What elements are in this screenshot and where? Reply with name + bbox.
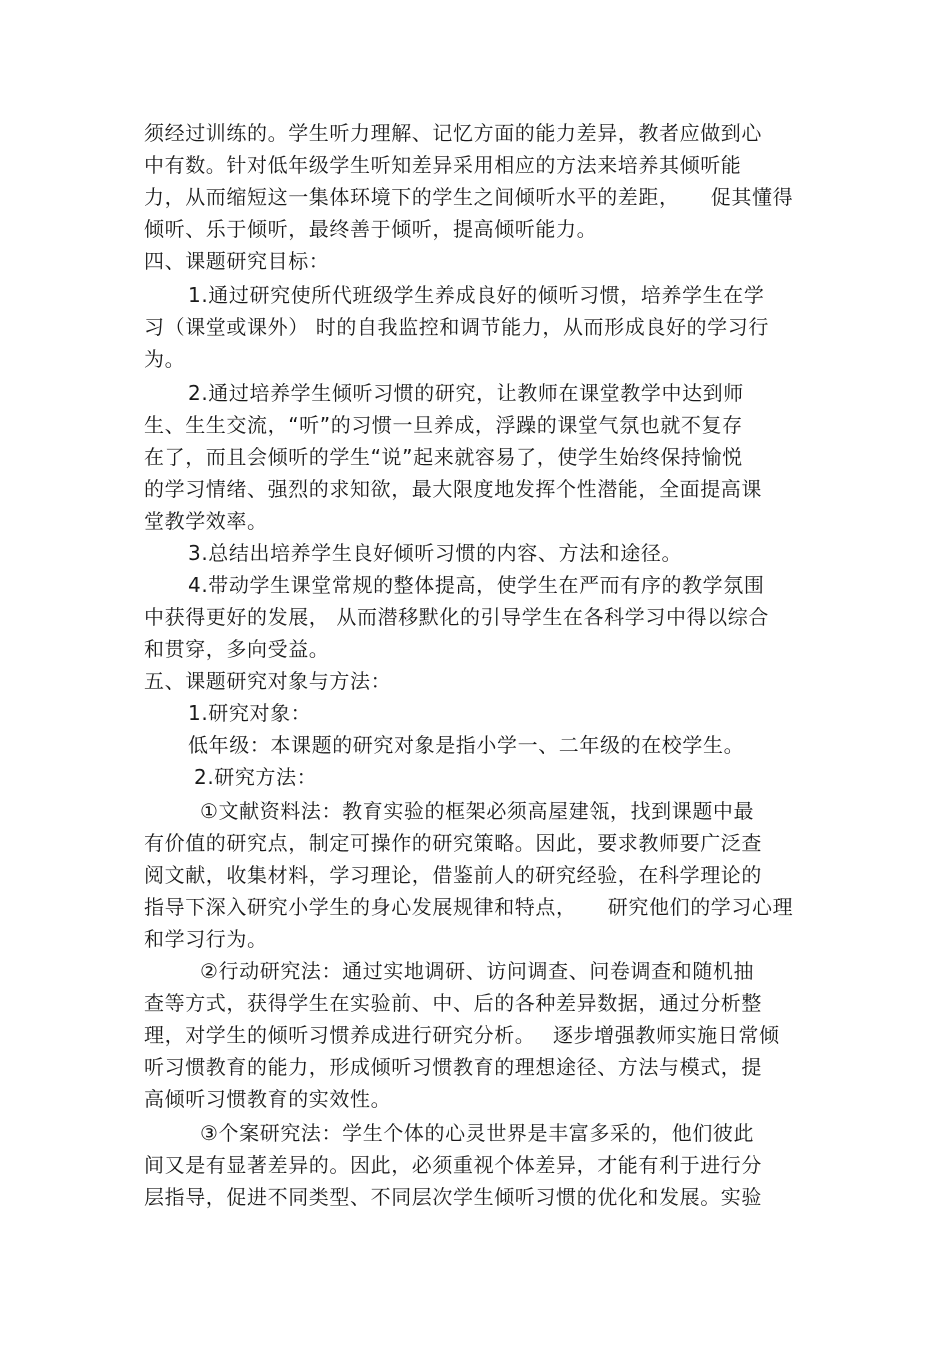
text-line: 的学习情绪、强烈的求知欲，最大限度地发挥个性潜能，全面提高课 <box>144 477 762 501</box>
text-line: 和贯穿，多向受益。 <box>144 637 330 661</box>
text-line: 指导下深入研究小学生的身心发展规律和特点， 研究他们的学习心理 <box>144 895 794 919</box>
text-line: 理，对学生的倾听习惯养成进行研究分析。 逐步增强教师实施日常倾 <box>144 1023 780 1047</box>
text-line: 1.研究对象： <box>188 701 312 725</box>
text-line: 中获得更好的发展， 从而潜移默化的引导学生在各科学习中得以综合 <box>144 605 769 629</box>
text-line: 低年级：本课题的研究对象是指小学一、二年级的在校学生。 <box>188 733 745 757</box>
text-line: 为。 <box>144 347 186 371</box>
text-line: 堂教学效率。 <box>144 509 268 533</box>
text-line: ①文献资料法：教育实验的框架必须高屋建瓴，找到课题中最 <box>200 799 755 823</box>
text-line: 2.通过培养学生倾听习惯的研究，让教师在课堂教学中达到师 <box>188 381 744 405</box>
text-line: 3.总结出培养学生良好倾听习惯的内容、方法和途径。 <box>188 541 683 565</box>
text-line: 高倾听习惯教育的实效性。 <box>144 1087 392 1111</box>
text-line: 4.带动学生课堂常规的整体提高，使学生在严而有序的教学氛围 <box>188 573 765 597</box>
text-line: 层指导，促进不同类型、不同层次学生倾听习惯的优化和发展。实验 <box>144 1185 762 1209</box>
text-line: 在了，而且会倾听的学生“说”起来就容易了，使学生始终保持愉悦 <box>144 445 743 469</box>
text-line: 1.通过研究使所代班级学生养成良好的倾听习惯，培养学生在学 <box>188 283 765 307</box>
text-line: 须经过训练的。学生听力理解、记忆方面的能力差异，教者应做到心 <box>144 121 762 145</box>
text-line: 倾听、乐于倾听，最终善于倾听，提高倾听能力。 <box>144 217 598 241</box>
text-line: 习（课堂或课外） 时的自我监控和调节能力，从而形成良好的学习行 <box>144 315 769 339</box>
text-line: 查等方式，获得学生在实验前、中、后的各种差异数据，通过分析整 <box>144 991 762 1015</box>
text-line: 中有数。针对低年级学生听知差异采用相应的方法来培养其倾听能 <box>144 153 742 177</box>
text-line: 有价值的研究点，制定可操作的研究策略。因此，要求教师要广泛查 <box>144 831 762 855</box>
text-line: ③个案研究法：学生个体的心灵世界是丰富多采的，他们彼此 <box>200 1121 755 1145</box>
text-line: 生、生生交流，“听”的习惯一旦养成，浮躁的课堂气氛也就不复存 <box>144 413 743 437</box>
text-line: 阅文献，收集材料，学习理论，借鉴前人的研究经验，在科学理论的 <box>144 863 762 887</box>
text-line: 2.研究方法： <box>194 765 318 789</box>
section-heading: 五、课题研究对象与方法： <box>144 669 392 693</box>
text-line: 和学习行为。 <box>144 927 268 951</box>
text-line: 力，从而缩短这一集体环境下的学生之间倾听水平的差距， 促其懂得 <box>144 185 794 209</box>
section-heading: 四、课题研究目标： <box>144 249 330 273</box>
text-line: 听习惯教育的能力，形成倾听习惯教育的理想途径、方法与模式，提 <box>144 1055 762 1079</box>
text-line: 间又是有显著差异的。因此，必须重视个体差异，才能有利于进行分 <box>144 1153 762 1177</box>
text-line: ②行动研究法：通过实地调研、访问调查、问卷调查和随机抽 <box>200 959 755 983</box>
